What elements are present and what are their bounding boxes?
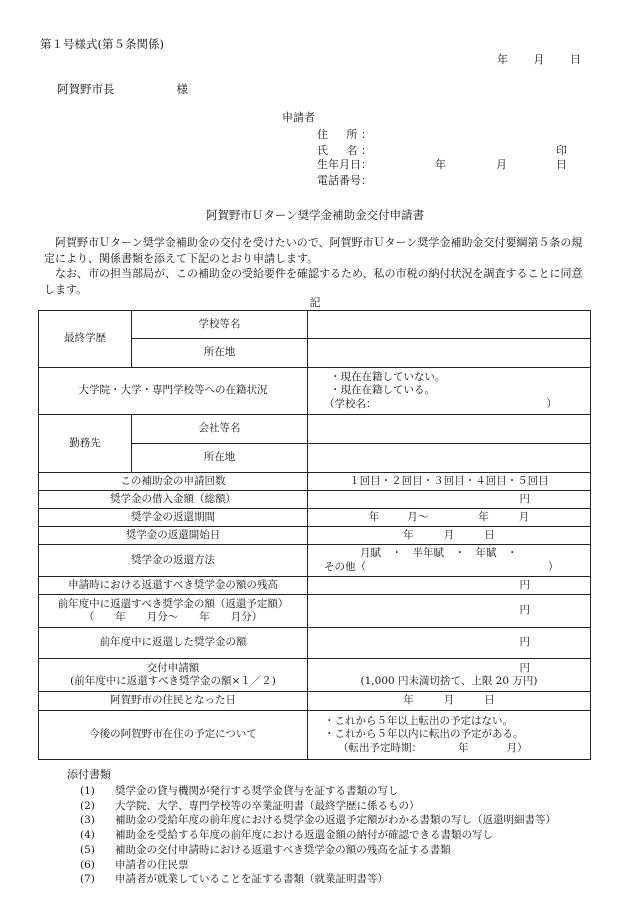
enrollment-options xyxy=(308,368,591,415)
phone-label: 電話番号： xyxy=(317,174,372,187)
attachment-text: 補助金の交付申請時における返還すべき奨学金の額の残高を証する書類 xyxy=(115,843,451,856)
applicant-phone-field xyxy=(317,174,372,188)
table-row xyxy=(39,527,591,545)
table-row xyxy=(39,659,591,692)
application-count-label: この補助金の申請回数 xyxy=(39,473,308,491)
document-title: 阿賀野市Ｕターン奨学金補助金交付申請書 xyxy=(205,208,425,222)
applicant-heading: 申請者 xyxy=(282,111,315,124)
list-item xyxy=(80,828,556,843)
prev-year-repaid-value[interactable] xyxy=(308,628,591,659)
future-label: 今後の阿賀野市在住の予定について xyxy=(39,711,308,760)
enrollment-option-2[interactable]: ・現在在籍している。 xyxy=(330,384,435,397)
dob-label: 生年月日： xyxy=(317,158,372,171)
resident-date-value[interactable] xyxy=(308,692,591,711)
company-name-value[interactable] xyxy=(308,415,591,444)
table-row xyxy=(39,473,591,491)
body-paragraph-2: なお、市の担当部局が、この補助金の受給要件を確認するため、私の市税の納付状況を調査することに同意します。 xyxy=(44,267,583,296)
education-label: 最終学歴 xyxy=(39,311,132,368)
workplace-label: 勤務先 xyxy=(39,415,132,473)
balance-label: 申請時における返還すべき奨学金の額の残高 xyxy=(39,577,308,595)
attachment-text: 奨学金の貸与機関が発行する奨学金貸与を証する書類の写し xyxy=(115,785,399,797)
enrollment-school-close: ） xyxy=(546,397,557,410)
table-row xyxy=(39,595,591,628)
application-table xyxy=(38,310,591,760)
repay-start-day: 日 xyxy=(484,528,495,541)
prev-year-repaid-label: 前年度中に返還した奨学金の額 xyxy=(39,628,308,659)
date-month: 月 xyxy=(533,53,545,66)
prev-year-due-range: （ 年 月分～ 年 月分） xyxy=(83,611,263,623)
future-opt3-month: 月） xyxy=(506,741,528,754)
grant-amount-value[interactable] xyxy=(308,659,591,692)
table-row xyxy=(39,577,591,595)
attachment-text: 申請者が就業していることを証する書類（就業証明書等） xyxy=(115,873,388,886)
attachment-text: 申請者の住民票 xyxy=(115,858,189,871)
future-opt3-open: （転出予定時期： xyxy=(338,741,422,754)
yen-unit: 円 xyxy=(519,578,530,591)
attachment-num: (7) xyxy=(80,873,95,886)
body-paragraph-1: 阿賀野市Ｕターン奨学金補助金の交付を受けたいので、阿賀野市Ｕターン奨学金補助金交付要綱第５条の規定により、関係書類を添えて下記のとおり申請します。 xyxy=(44,236,583,265)
prev-year-due-title: 前年度中に返還すべき奨学金の額（返還予定額） xyxy=(57,597,289,610)
attachment-num: (1) xyxy=(80,785,95,797)
date-year: 年 xyxy=(497,53,508,66)
attachments-heading: 添付書類 xyxy=(67,768,111,781)
enrollment-label: 大学院・大学・専門学校等への在籍状況 xyxy=(39,368,308,415)
list-item xyxy=(80,858,556,873)
attachment-num: (4) xyxy=(80,829,95,842)
table-row xyxy=(39,415,591,444)
dob-day: 日 xyxy=(556,158,567,171)
repay-start-month: 月 xyxy=(443,528,455,541)
workplace-location-label: 所在地 xyxy=(132,444,308,473)
school-name-label: 学校等名 xyxy=(132,311,308,339)
table-row xyxy=(39,368,591,415)
table-row xyxy=(39,692,591,711)
list-item xyxy=(80,843,556,858)
date-day: 日 xyxy=(570,53,581,66)
attachment-num: (5) xyxy=(80,843,95,856)
grant-amount-title: 交付申請額 xyxy=(146,661,200,674)
attachments-list xyxy=(80,784,556,887)
repay-start-label: 奨学金の返還開始日 xyxy=(39,527,308,545)
grant-amount-note: (1,000 円未満切捨て、上限 20 万円) xyxy=(360,675,538,687)
grant-amount-formula: (前年度中に返還すべき奨学金の額×１／２) xyxy=(70,675,276,687)
address-label: 住 所： xyxy=(317,128,372,141)
yen-unit: 円 xyxy=(519,636,530,649)
repay-method-other-close: ） xyxy=(548,560,559,573)
repay-method-other[interactable] xyxy=(324,561,586,574)
company-name-label: 会社等名 xyxy=(132,415,308,444)
table-row xyxy=(39,509,591,527)
grant-amount-label xyxy=(39,659,308,692)
prev-year-due-label xyxy=(39,595,308,628)
yen-unit: 円 xyxy=(519,661,530,674)
applicant-address-field xyxy=(317,128,372,142)
future-options xyxy=(308,711,591,760)
dob-year: 年 xyxy=(435,158,446,171)
enrollment-school-line xyxy=(324,398,586,411)
repay-period-year-2: 年 xyxy=(478,510,489,523)
yen-unit: 円 xyxy=(519,492,530,505)
future-option-2[interactable]: ・これから５年以内に転出の予定がある。 xyxy=(324,728,524,741)
repay-method-label: 奨学金の返還方法 xyxy=(39,545,308,577)
attachment-text: 補助金の受給年度の前年度における奨学金の返還予定額がわかる書類の写し（返還明細書等） xyxy=(115,814,556,827)
application-count-value[interactable]: １回目・２回目・３回目・４回目・５回目 xyxy=(308,473,591,491)
school-location-value[interactable] xyxy=(308,339,591,368)
loan-amount-label: 奨学金の借入金額（総額） xyxy=(39,491,308,509)
dob-month: 月 xyxy=(496,158,507,171)
repay-start-value[interactable] xyxy=(308,527,591,545)
attachment-num: (3) xyxy=(80,814,95,827)
applicant-name-field xyxy=(317,144,372,158)
repay-method-opts[interactable]: 月賦 ・ 半年賦 ・ 年賦 ・ xyxy=(360,547,518,560)
table-row xyxy=(39,545,591,577)
repay-period-label: 奨学金の返還期間 xyxy=(39,509,308,527)
future-opt3-year: 年 xyxy=(458,741,469,754)
table-row xyxy=(39,628,591,659)
list-item xyxy=(80,799,556,814)
list-item xyxy=(80,813,556,828)
addressee xyxy=(57,82,188,96)
enrollment-school-open: （学校名： xyxy=(324,397,377,410)
seal-mark: 印 xyxy=(556,144,567,157)
repay-period-month-2: 月 xyxy=(518,510,530,523)
attachment-text: 大学院、大学、専門学校等の卒業証明書（最終学歴に係るもの） xyxy=(115,799,420,812)
school-name-value[interactable] xyxy=(308,311,591,339)
prev-year-due-value[interactable] xyxy=(308,595,591,628)
repay-method-other-open: その他（ xyxy=(324,560,366,573)
addressee-honorific: 様 xyxy=(176,82,188,96)
attachment-num: (6) xyxy=(80,858,95,871)
table-row xyxy=(39,491,591,509)
resident-day: 日 xyxy=(484,694,495,707)
addressee-name: 阿賀野市長 xyxy=(57,82,115,96)
name-label: 氏 名： xyxy=(317,144,372,157)
resident-month: 月 xyxy=(443,694,455,707)
attachment-text: 補助金を受給する年度の前年度における返還金額の納付が確認できる書類の写し xyxy=(115,829,493,842)
ki-heading: 記 xyxy=(309,296,321,309)
workplace-location-value[interactable] xyxy=(308,444,591,473)
form-number: 第１号様式(第５条関係) xyxy=(40,37,164,51)
repay-period-value[interactable] xyxy=(308,509,591,527)
repay-start-year: 年 xyxy=(403,528,414,541)
yen-unit: 円 xyxy=(519,604,530,617)
resident-year: 年 xyxy=(403,694,414,707)
loan-amount-value[interactable] xyxy=(308,491,591,509)
future-option-1[interactable]: ・これから５年以上転出の予定はない。 xyxy=(324,715,513,728)
table-row xyxy=(39,311,591,339)
repay-period-month-1: 月～ xyxy=(407,510,429,523)
school-location-label: 所在地 xyxy=(132,339,308,368)
submission-date xyxy=(497,53,581,67)
balance-value[interactable] xyxy=(308,577,591,595)
resident-date-label: 阿賀野市の住民となった日 xyxy=(39,692,308,711)
table-row xyxy=(39,711,591,760)
applicant-dob-field xyxy=(317,158,372,172)
repay-period-year-1: 年 xyxy=(368,510,380,523)
future-option-3 xyxy=(324,742,586,755)
repay-method-options xyxy=(308,545,591,577)
list-item xyxy=(80,872,556,887)
list-item xyxy=(80,784,556,799)
attachment-num: (2) xyxy=(80,799,95,812)
enrollment-option-1[interactable]: ・現在在籍していない。 xyxy=(330,371,446,384)
